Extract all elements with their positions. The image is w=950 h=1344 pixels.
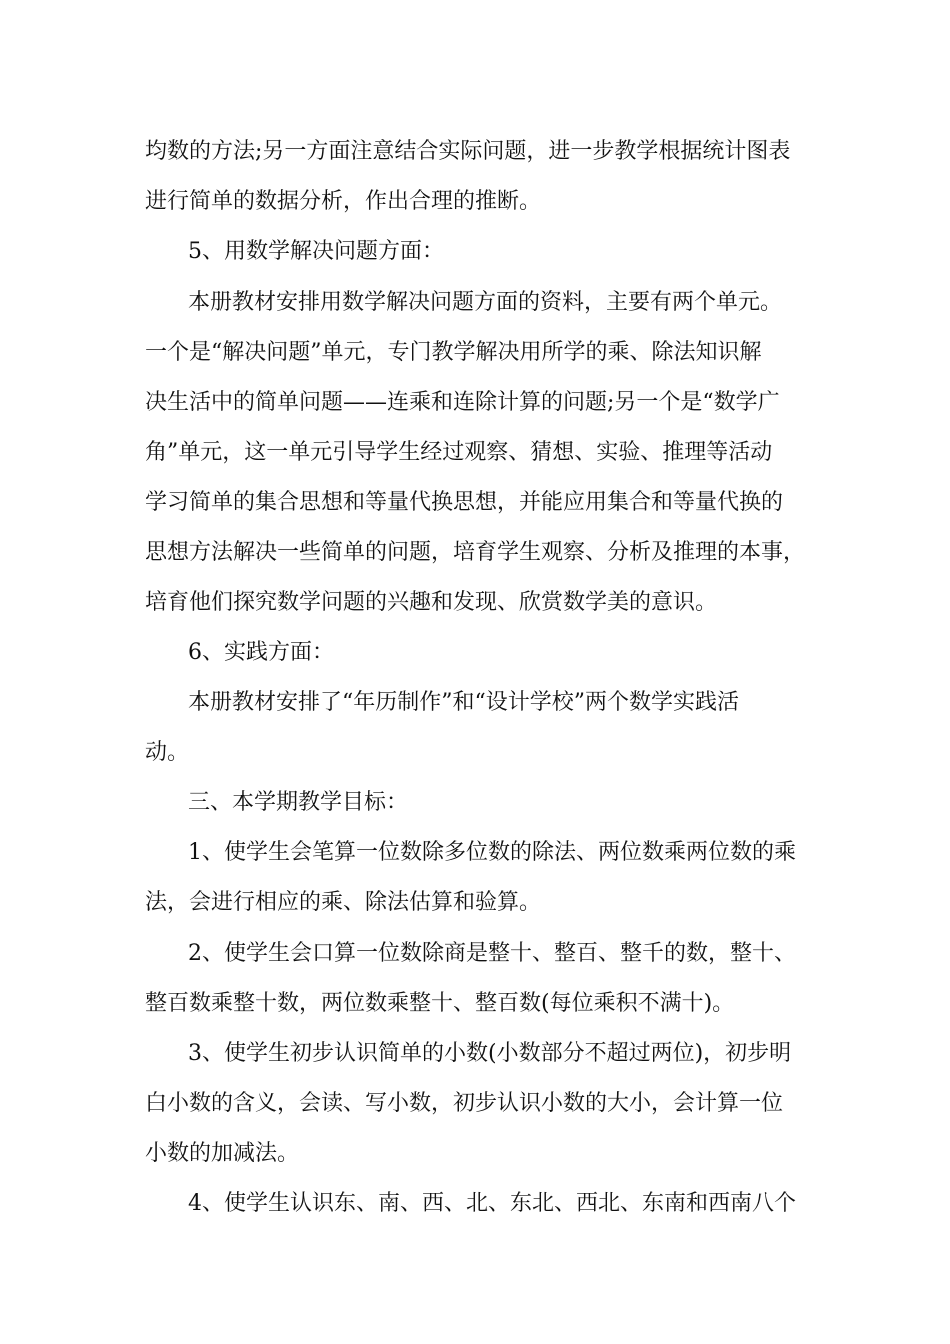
text-line-16: 法，会进行相应的乘、除法估算和验算。 xyxy=(145,890,542,915)
text-line-9: 思想方法解决一些简单的问题，培育学生观察、分析及推理的本事， xyxy=(145,540,806,565)
section-heading-3: 三、本学期教学目标： xyxy=(188,790,409,815)
text-line-12: 本册教材安排了“年历制作”和“设计学校”两个数学实践活 xyxy=(188,690,739,715)
text-line-13: 动。 xyxy=(145,740,190,765)
text-line-22: 4、使学生认识东、南、西、北、东北、西北、东南和西南八个 xyxy=(188,1191,796,1216)
text-line-1: 均数的方法;另一方面注意结合实际问题，进一步教学根据统计图表 xyxy=(145,139,791,164)
text-line-5: 一个是“解决问题”单元，专门教学解决用所学的乘、除法知识解 xyxy=(145,340,762,365)
text-line-18: 整百数乘整十数，两位数乘整十、整百数(每位乘积不满十)。 xyxy=(145,991,735,1016)
text-line-21: 小数的加减法。 xyxy=(145,1141,300,1166)
section-heading-5: 5、用数学解决问题方面： xyxy=(188,239,444,264)
text-line-17: 2、使学生会口算一位数除商是整十、整百、整千的数，整十、 xyxy=(188,941,796,966)
text-line-15: 1、使学生会笔算一位数除多位数的除法、两位数乘两位数的乘 xyxy=(188,840,796,865)
text-line-7: 角”单元，这一单元引导学生经过观察、猜想、实验、推理等活动 xyxy=(145,440,773,465)
text-line-6: 决生活中的简单问题——连乘和连除计算的问题;另一个是“数学广 xyxy=(145,390,780,415)
text-line-4: 本册教材安排用数学解决问题方面的资料，主要有两个单元。 xyxy=(188,290,783,315)
text-line-2: 进行简单的数据分析，作出合理的推断。 xyxy=(145,189,542,214)
text-line-8: 学习简单的集合思想和等量代换思想，并能应用集合和等量代换的 xyxy=(145,490,784,515)
text-line-10: 培育他们探究数学问题的兴趣和发现、欣赏数学美的意识。 xyxy=(145,590,718,615)
text-line-19: 3、使学生初步认识简单的小数(小数部分不超过两位)，初步明 xyxy=(188,1041,792,1066)
section-heading-6: 6、实践方面： xyxy=(188,640,334,665)
text-line-20: 白小数的含义，会读、写小数，初步认识小数的大小，会计算一位 xyxy=(145,1091,784,1116)
